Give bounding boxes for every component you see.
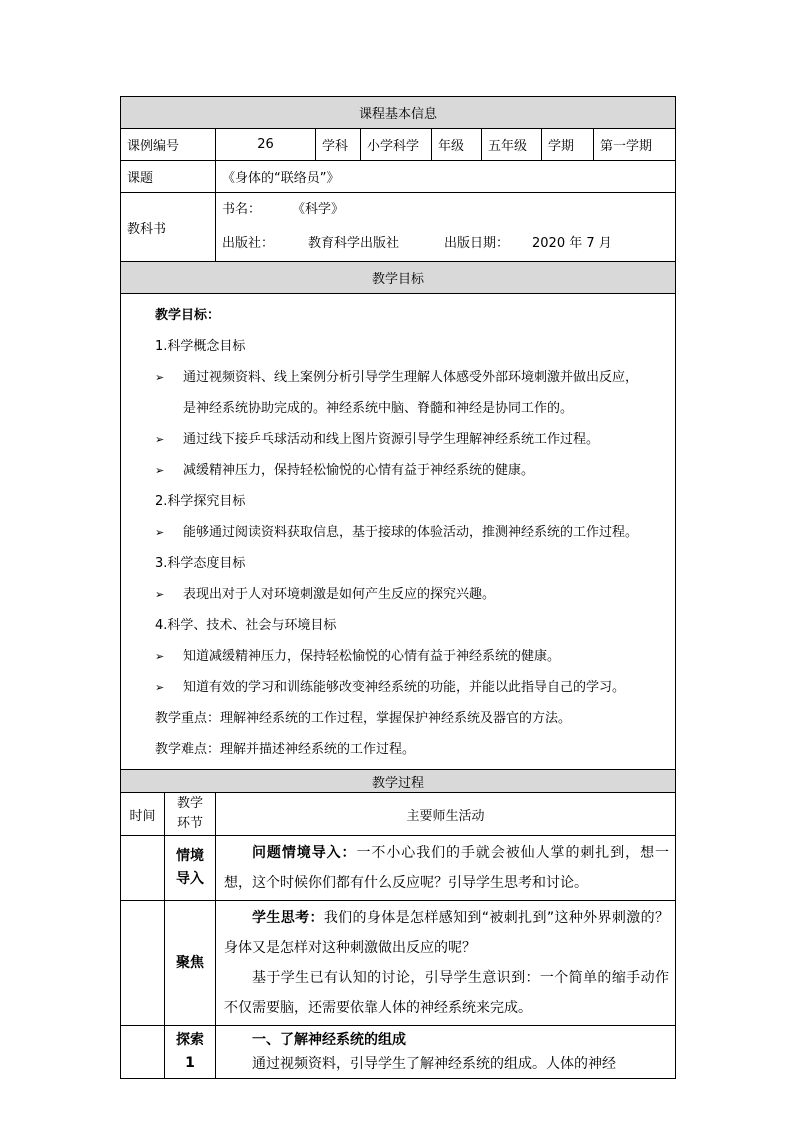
goal-section-3: 3.科学态度目标: [155, 556, 246, 571]
book-name-value: 《科学》: [292, 202, 345, 217]
row-3-text: 通过视频资料，引导学生了解神经系统的组成。人体的神经: [252, 1056, 616, 1072]
lesson-no-label: 课例编号: [121, 129, 216, 161]
term-value: 第一学期: [594, 129, 676, 161]
publish-date-label: 出版日期：: [444, 236, 510, 251]
goal-bullet-2: ➢ 通过线下接乒乓球活动和线上图片资源引导学生理解神经系统工作过程。: [155, 424, 667, 455]
info-table: [120, 96, 676, 770]
row-2-time: [121, 901, 165, 1026]
section-header-goals: 教学目标: [121, 262, 676, 294]
arrow-bullet-icon: ➢: [155, 526, 165, 539]
row-1-segment: 情境导入: [165, 836, 216, 901]
arrow-bullet-icon: ➢: [155, 588, 165, 601]
goal-section-2: 2.科学探究目标: [155, 494, 246, 509]
goal-bullet-1: ➢ 通过视频资料、线上案例分析引导学生理解人体感受外部环境刺激并做出反应，: [155, 362, 667, 393]
row-2-bold-lead: 学生思考：: [252, 910, 324, 926]
grade-label: 年级: [432, 129, 482, 161]
section-header-course-info: 课程基本信息: [121, 97, 676, 129]
teaching-difficulty: 教学难点：理解并描述神经系统的工作过程。: [155, 742, 416, 757]
row-3-heading: 一、了解神经系统的组成: [252, 1032, 406, 1048]
arrow-bullet-icon: ➢: [155, 433, 165, 446]
row-2-text-2: 基于学生已有认知的讨论，引导学生意识到：一个简单的缩手动作不仅需要脑，还需要依靠人体的神经系统来完成。: [224, 970, 669, 1016]
teaching-key-point: 教学重点：理解神经系统的工作过程，掌握保护神经系统及器官的方法。: [155, 711, 572, 726]
publish-date-value: 2020 年 7 月: [532, 236, 612, 251]
col-header-activity: 主要师生活动: [216, 793, 676, 836]
goal-section-4: 4.科学、技术、社会与环境目标: [155, 618, 337, 633]
section-header-process: 教学过程: [121, 770, 676, 793]
topic-value: 《身体的“联络员”》: [216, 161, 676, 193]
goal-section-1: 1.科学概念目标: [155, 339, 246, 354]
row-2-activity: [216, 901, 676, 1026]
textbook-label: 教科书: [121, 193, 216, 262]
process-table: [120, 769, 676, 1079]
col-header-time: 时间: [121, 793, 165, 836]
arrow-bullet-icon: ➢: [155, 681, 165, 694]
goal-bullet-6: ➢ 知道减缓精神压力，保持轻松愉悦的心情有益于神经系统的健康。: [155, 641, 667, 672]
goals-heading: 教学目标：: [155, 308, 221, 323]
row-1-activity: [216, 836, 676, 901]
arrow-bullet-icon: ➢: [155, 464, 165, 477]
book-name-label: 书名：: [222, 202, 262, 217]
goal-bullet-5: ➢ 表现出对于人对环境刺激是如何产生反应的探究兴趣。: [155, 579, 667, 610]
grade-value: 五年级: [482, 129, 542, 161]
term-label: 学期: [542, 129, 594, 161]
lesson-no-value: 26: [216, 129, 316, 161]
publisher-value: 教育科学出版社: [308, 236, 400, 251]
arrow-bullet-icon: ➢: [155, 650, 165, 663]
goal-bullet-3: ➢ 减缓精神压力，保持轻松愉悦的心情有益于神经系统的健康。: [155, 455, 667, 486]
row-3-segment: 探索1: [165, 1026, 216, 1079]
subject-label: 学科: [316, 129, 361, 161]
row-1-bold-lead: 问题情境导入：: [252, 845, 357, 861]
publisher-label: 出版社：: [222, 236, 275, 251]
row-2-text: 我们的身体是怎样感知到“被刺扎到”这种外界刺激的？身体又是怎样对这种刺激做出反应的呢？: [224, 910, 669, 956]
lesson-plan-sheet: [120, 96, 675, 1079]
col-header-segment: 教学环节: [165, 793, 216, 836]
goal-bullet-1-continued: 是神经系统协助完成的。神经系统中脑、脊髓和神经是协同工作的。: [183, 401, 574, 416]
topic-label: 课题: [121, 161, 216, 193]
row-2-segment: 聚焦: [165, 901, 216, 1026]
goals-content: [121, 294, 676, 770]
row-1-time: [121, 836, 165, 901]
arrow-bullet-icon: ➢: [155, 371, 165, 384]
goal-bullet-7: ➢ 知道有效的学习和训练能够改变神经系统的功能，并能以此指导自己的学习。: [155, 672, 667, 703]
row-1-text: 一不小心我们的手就会被仙人掌的刺扎到，想一想，这个时候你们都有什么反应呢？引导学生思考和讨论。: [224, 845, 670, 891]
row-3-time: [121, 1026, 165, 1079]
row-3-activity: [216, 1026, 676, 1079]
goal-bullet-4: ➢ 能够通过阅读资料获取信息，基于接球的体验活动，推测神经系统的工作过程。: [155, 517, 667, 548]
subject-value: 小学科学: [361, 129, 432, 161]
textbook-details: [216, 193, 676, 262]
